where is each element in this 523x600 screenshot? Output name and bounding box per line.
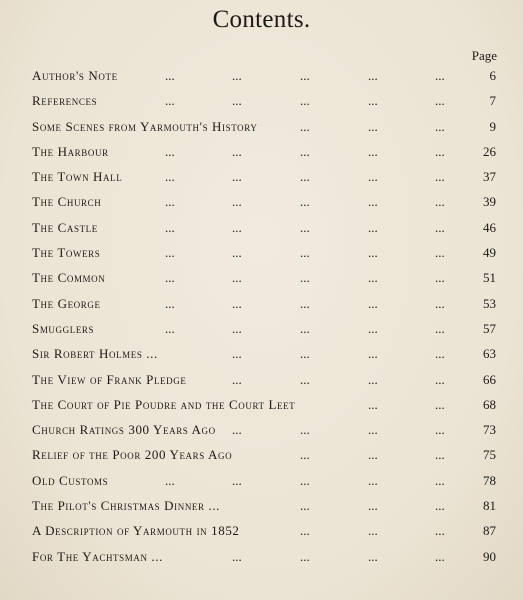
leader-dots: ... [300, 523, 310, 539]
toc-entry-page: 63 [483, 346, 496, 362]
toc-entry-title: Sir Robert Holmes ... [32, 346, 158, 362]
leader-dots: ... [300, 270, 310, 286]
leader-dots: ... [165, 169, 175, 185]
leader-dots: ... [232, 169, 242, 185]
toc-entry-page: 87 [483, 523, 496, 539]
leader-dots: ... [368, 371, 378, 387]
leader-dots: ... [435, 447, 445, 463]
leader-dots: ... [232, 245, 242, 261]
toc-entry-page: 39 [483, 194, 496, 210]
toc-entry [32, 294, 496, 319]
leader-dots: ... [435, 346, 445, 362]
toc-entry-title: The Harbour [32, 143, 109, 159]
toc-entry [32, 167, 496, 192]
toc-entry-page: 73 [483, 422, 496, 438]
toc-entry-page: 66 [483, 371, 496, 387]
leader-dots: ... [435, 472, 445, 488]
leader-dots: ... [435, 270, 445, 286]
toc-entry-page: 78 [483, 472, 496, 488]
leader-dots: ... [300, 346, 310, 362]
leader-dots: ... [232, 472, 242, 488]
toc-entry-title: References [32, 93, 98, 109]
leader-dots: ... [368, 447, 378, 463]
toc-entry [32, 370, 496, 395]
leader-dots: ... [435, 194, 445, 210]
leader-dots: ... [368, 320, 378, 336]
toc-entry-title: For The Yachtsman ... [32, 548, 163, 564]
page-column-header: Page [471, 48, 497, 63]
leader-dots: ... [232, 68, 242, 83]
toc-entry [32, 243, 496, 268]
leader-dots: ... [435, 396, 445, 412]
leader-dots: ... [368, 219, 378, 235]
toc-entry-title: A Description of Yarmouth in 1852 [32, 523, 240, 539]
leader-dots: ... [232, 320, 242, 336]
leader-dots: ... [300, 295, 310, 311]
leader-dots: ... [368, 143, 378, 159]
leader-dots: ... [300, 143, 310, 159]
toc-entry-page: 53 [483, 295, 496, 311]
toc-entry-page: 81 [483, 498, 496, 514]
leader-dots: ... [368, 523, 378, 539]
leader-dots: ... [232, 194, 242, 210]
toc-entry [32, 218, 496, 243]
page-title: Contents. [212, 6, 311, 33]
toc-entry-page: 6 [489, 68, 496, 83]
toc-entry [32, 496, 496, 521]
toc-entry-page: 7 [489, 93, 496, 109]
leader-dots: ... [300, 498, 310, 514]
toc-entry-title: Church Ratings 300 Years Ago [32, 422, 216, 438]
leader-dots: ... [435, 219, 445, 235]
toc-entry-page: 26 [483, 143, 496, 159]
leader-dots: ... [368, 169, 378, 185]
leader-dots: ... [368, 472, 378, 488]
leader-dots: ... [435, 523, 445, 539]
toc-entry-title: The Town Hall [32, 169, 123, 185]
leader-dots: ... [300, 169, 310, 185]
toc-entry-title: Old Customs [32, 472, 109, 488]
leader-dots: ... [368, 270, 378, 286]
leader-dots: ... [368, 194, 378, 210]
toc-entry-title: The Castle [32, 219, 98, 235]
toc-entry-title: The George [32, 295, 101, 311]
leader-dots: ... [232, 548, 242, 564]
leader-dots: ... [232, 93, 242, 109]
toc-entry-title: Relief of the Poor 200 Years Ago [32, 447, 233, 463]
toc-entry-page: 90 [483, 548, 496, 564]
leader-dots: ... [368, 93, 378, 109]
leader-dots: ... [435, 498, 445, 514]
toc-entry [32, 268, 496, 293]
toc-entry-page: 37 [483, 169, 496, 185]
table-of-contents [32, 66, 496, 572]
toc-entry [32, 420, 496, 445]
leader-dots: ... [435, 245, 445, 261]
leader-dots: ... [368, 346, 378, 362]
leader-dots: ... [368, 245, 378, 261]
leader-dots: ... [232, 371, 242, 387]
leader-dots: ... [165, 93, 175, 109]
toc-entry [32, 547, 496, 572]
leader-dots: ... [165, 320, 175, 336]
toc-entry-page: 68 [483, 396, 496, 412]
leader-dots: ... [435, 169, 445, 185]
toc-entry [32, 319, 496, 344]
leader-dots: ... [435, 320, 445, 336]
leader-dots: ... [435, 68, 445, 83]
leader-dots: ... [435, 548, 445, 564]
toc-entry-page: 75 [483, 447, 496, 463]
toc-entry [32, 395, 496, 420]
leader-dots: ... [300, 93, 310, 109]
leader-dots: ... [300, 219, 310, 235]
leader-dots: ... [165, 472, 175, 488]
leader-dots: ... [300, 371, 310, 387]
leader-dots: ... [300, 447, 310, 463]
leader-dots: ... [232, 346, 242, 362]
toc-entry [32, 192, 496, 217]
leader-dots: ... [300, 548, 310, 564]
leader-dots: ... [435, 118, 445, 134]
toc-entry-page: 57 [483, 320, 496, 336]
toc-entry-page: 9 [489, 118, 496, 134]
leader-dots: ... [300, 118, 310, 134]
leader-dots: ... [368, 295, 378, 311]
toc-entry-title: The Pilot's Christmas Dinner ... [32, 498, 221, 514]
toc-entry [32, 471, 496, 496]
leader-dots: ... [165, 68, 175, 83]
toc-entry [32, 117, 496, 142]
leader-dots: ... [232, 295, 242, 311]
leader-dots: ... [165, 143, 175, 159]
leader-dots: ... [435, 295, 445, 311]
toc-entry-page: 46 [483, 219, 496, 235]
leader-dots: ... [368, 498, 378, 514]
leader-dots: ... [435, 422, 445, 438]
leader-dots: ... [368, 396, 378, 412]
toc-entry-title: The Towers [32, 245, 101, 261]
leader-dots: ... [300, 320, 310, 336]
leader-dots: ... [368, 68, 378, 83]
leader-dots: ... [300, 245, 310, 261]
toc-entry-title: The Court of Pie Poudre and the Court Leet [32, 396, 296, 412]
toc-entry-title: Author's Note [32, 68, 118, 83]
toc-entry-page: 51 [483, 270, 496, 286]
toc-entry-title: Smugglers [32, 320, 95, 336]
toc-entry [32, 91, 496, 116]
leader-dots: ... [435, 371, 445, 387]
leader-dots: ... [368, 422, 378, 438]
leader-dots: ... [165, 270, 175, 286]
toc-entry-title: The View of Frank Pledge [32, 371, 187, 387]
leader-dots: ... [165, 219, 175, 235]
leader-dots: ... [300, 68, 310, 83]
toc-entry [32, 344, 496, 369]
leader-dots: ... [435, 143, 445, 159]
toc-entry [32, 445, 496, 470]
leader-dots: ... [232, 143, 242, 159]
toc-entry-title: The Church [32, 194, 102, 210]
leader-dots: ... [300, 472, 310, 488]
toc-entry-title: The Common [32, 270, 106, 286]
leader-dots: ... [165, 295, 175, 311]
leader-dots: ... [300, 422, 310, 438]
leader-dots: ... [435, 93, 445, 109]
leader-dots: ... [232, 219, 242, 235]
toc-entry [32, 66, 496, 91]
toc-entry [32, 521, 496, 546]
leader-dots: ... [165, 245, 175, 261]
toc-entry-title: Some Scenes from Yarmouth's History [32, 118, 258, 134]
toc-entry-page: 49 [483, 245, 496, 261]
leader-dots: ... [368, 548, 378, 564]
leader-dots: ... [300, 194, 310, 210]
toc-entry [32, 142, 496, 167]
leader-dots: ... [232, 270, 242, 286]
leader-dots: ... [232, 422, 242, 438]
leader-dots: ... [368, 118, 378, 134]
leader-dots: ... [165, 194, 175, 210]
